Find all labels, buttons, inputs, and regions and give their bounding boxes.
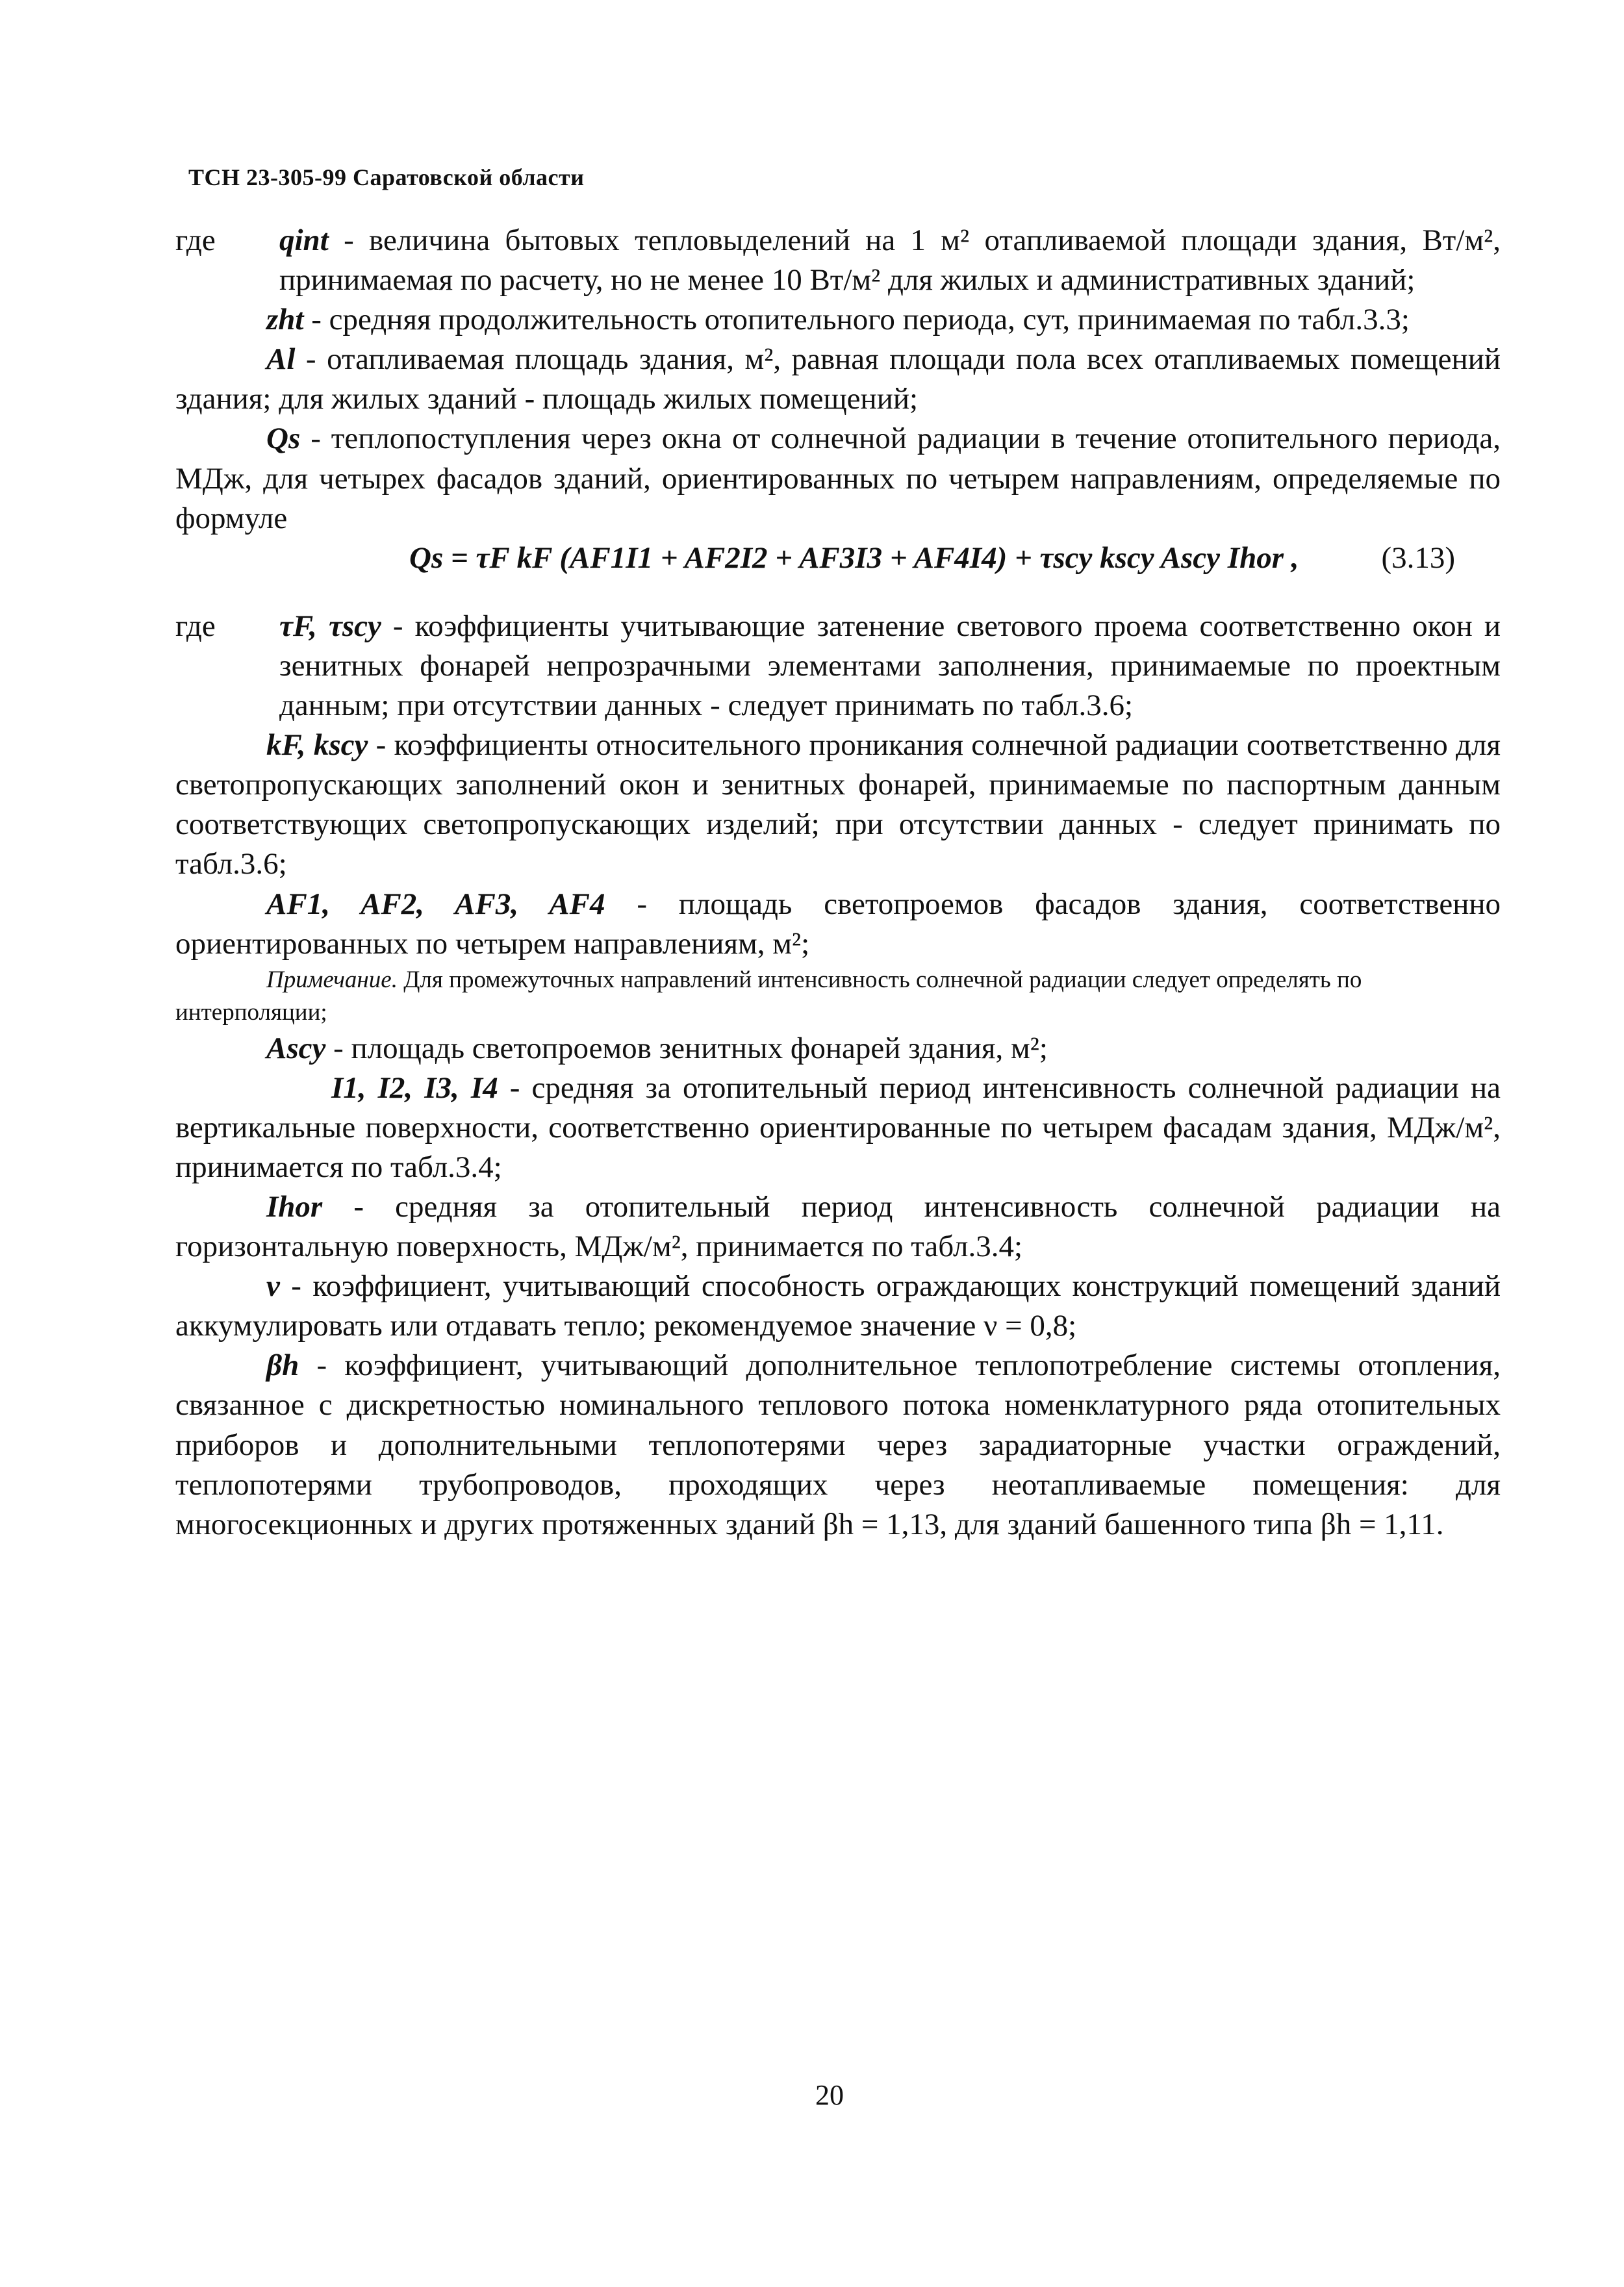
- symbol-nu: ν: [266, 1269, 280, 1304]
- note-label: Примечание.: [266, 966, 398, 993]
- definition-text: - средняя продолжительность отопительного периода, сут, принимаемая по табл.3.3;: [303, 303, 1410, 337]
- definition-text: - коэффициенты относительного проникания солнечной радиации соответственно для светопропускающих заполнений окон и зенитных фонарей, принимаемые по паспортным данным соответствующих светопропускающих изделий; при отсутствии данных - следует принимать по табл.3.6;: [175, 728, 1501, 881]
- definition-text: - площадь светопроемов зенитных фонарей здания, м²;: [325, 1031, 1048, 1065]
- lead-word: где: [175, 223, 216, 257]
- document-body: [175, 221, 1501, 1545]
- definition-i: [175, 1068, 1501, 1187]
- symbol-tau: τF, τscy: [279, 609, 381, 643]
- symbol-i-hor: Ihor: [266, 1189, 323, 1224]
- definition-text: - теплопоступления через окна от солнечной радиации в течение отопительного периода, МДж, для четырех фасадов зданий, ориентированных по четырем направлениям, определяемые по формуле: [175, 422, 1501, 535]
- spacer: [175, 578, 1501, 607]
- definition-a-scy: [175, 1029, 1501, 1068]
- definition-a-f: [175, 885, 1501, 964]
- definition-z-ht: [175, 300, 1501, 340]
- lead-word: где: [175, 609, 216, 643]
- definition-text: - коэффициент, учитывающий способность ограждающих конструкций помещений зданий аккумулировать или отдавать тепло; рекомендуемое значение ν = 0,8;: [175, 1269, 1501, 1343]
- symbol-q-s: Qs: [266, 422, 301, 456]
- symbol-z-ht: zht: [266, 303, 304, 337]
- symbol-a-scy: Ascy: [266, 1031, 326, 1065]
- symbol-q-int: qint: [279, 223, 329, 257]
- definition-tau: [175, 607, 1501, 726]
- definition-q-s: [175, 419, 1501, 538]
- definition-q-int: [175, 221, 1501, 300]
- definition-text: - средняя за отопительный период интенсивность солнечной радиации на горизонтальную поверхность, МДж/м², принимается по табл.3.4;: [175, 1189, 1501, 1264]
- symbol-beta: βh: [266, 1348, 299, 1383]
- note-text: Для промежуточных направлений интенсивность солнечной радиации следует определять по интерполяции;: [175, 966, 1362, 1026]
- symbol-a-f: AF1, AF2, AF3, AF4: [266, 887, 605, 921]
- symbol-a-l: Al: [266, 342, 296, 377]
- document-header: ТСН 23-305-99 Саратовской области: [188, 164, 585, 190]
- definition-text: - величина бытовых тепловыделений на 1 м² отапливаемой площади здания, Вт/м², принимаемая по расчету, но не менее 10 Вт/м² для жилых и административных зданий;: [279, 223, 1501, 297]
- definition-i-hor: [175, 1187, 1501, 1267]
- formula-number: (3.13): [1381, 540, 1455, 575]
- definition-text: - отапливаемая площадь здания, м², равная площади пола всех отапливаемых помещений здания; для жилых зданий - площадь жилых помещений;: [175, 342, 1501, 416]
- definition-beta: [175, 1346, 1501, 1544]
- definition-k: [175, 726, 1501, 884]
- definition-text: - средняя за отопительный период интенсивность солнечной радиации на вертикальные поверхности, соответственно ориентированные по четырем фасадам здания, МДж/м², принимается по табл.3.4;: [175, 1070, 1501, 1184]
- symbol-i: I1, I2, I3, I4: [331, 1070, 498, 1105]
- formula-3-13: [175, 538, 1501, 578]
- formula-expression: Qs = τF kF (AF1I1 + AF2I2 + AF3I3 + AF4I4) + τscy kscy Ascy Ihor ,: [409, 540, 1299, 575]
- note: [175, 964, 1501, 1029]
- symbol-k: kF, kscy: [266, 728, 368, 763]
- definition-text: - коэффициенты учитывающие затенение светового проема соответственно окон и зенитных фонарей непрозрачными элементами заполнения, принимаемые по проектным данным; при отсутствии данных - следует принимать по табл.3.6;: [279, 609, 1501, 723]
- definition-nu: [175, 1267, 1501, 1346]
- definition-text: - коэффициент, учитывающий дополнительное теплопотребление системы отопления, связанное с дискретностью номинального теплового потока номенклатурного ряда отопительных приборов и дополнительными теплопотерями через зарадиаторные участки ограждений, теплопотерями трубопроводов, проходящих через неотапливаемые помещения: для многосекционных и других протяженных зданий βh = 1,13, для зданий башенного типа βh = 1,11.: [175, 1348, 1501, 1541]
- definition-a-l: [175, 340, 1501, 419]
- definition-text: - площадь светопроемов фасадов здания, соответственно ориентированных по четырем направлениям, м²;: [175, 887, 1501, 961]
- page-number: 20: [815, 2079, 844, 2111]
